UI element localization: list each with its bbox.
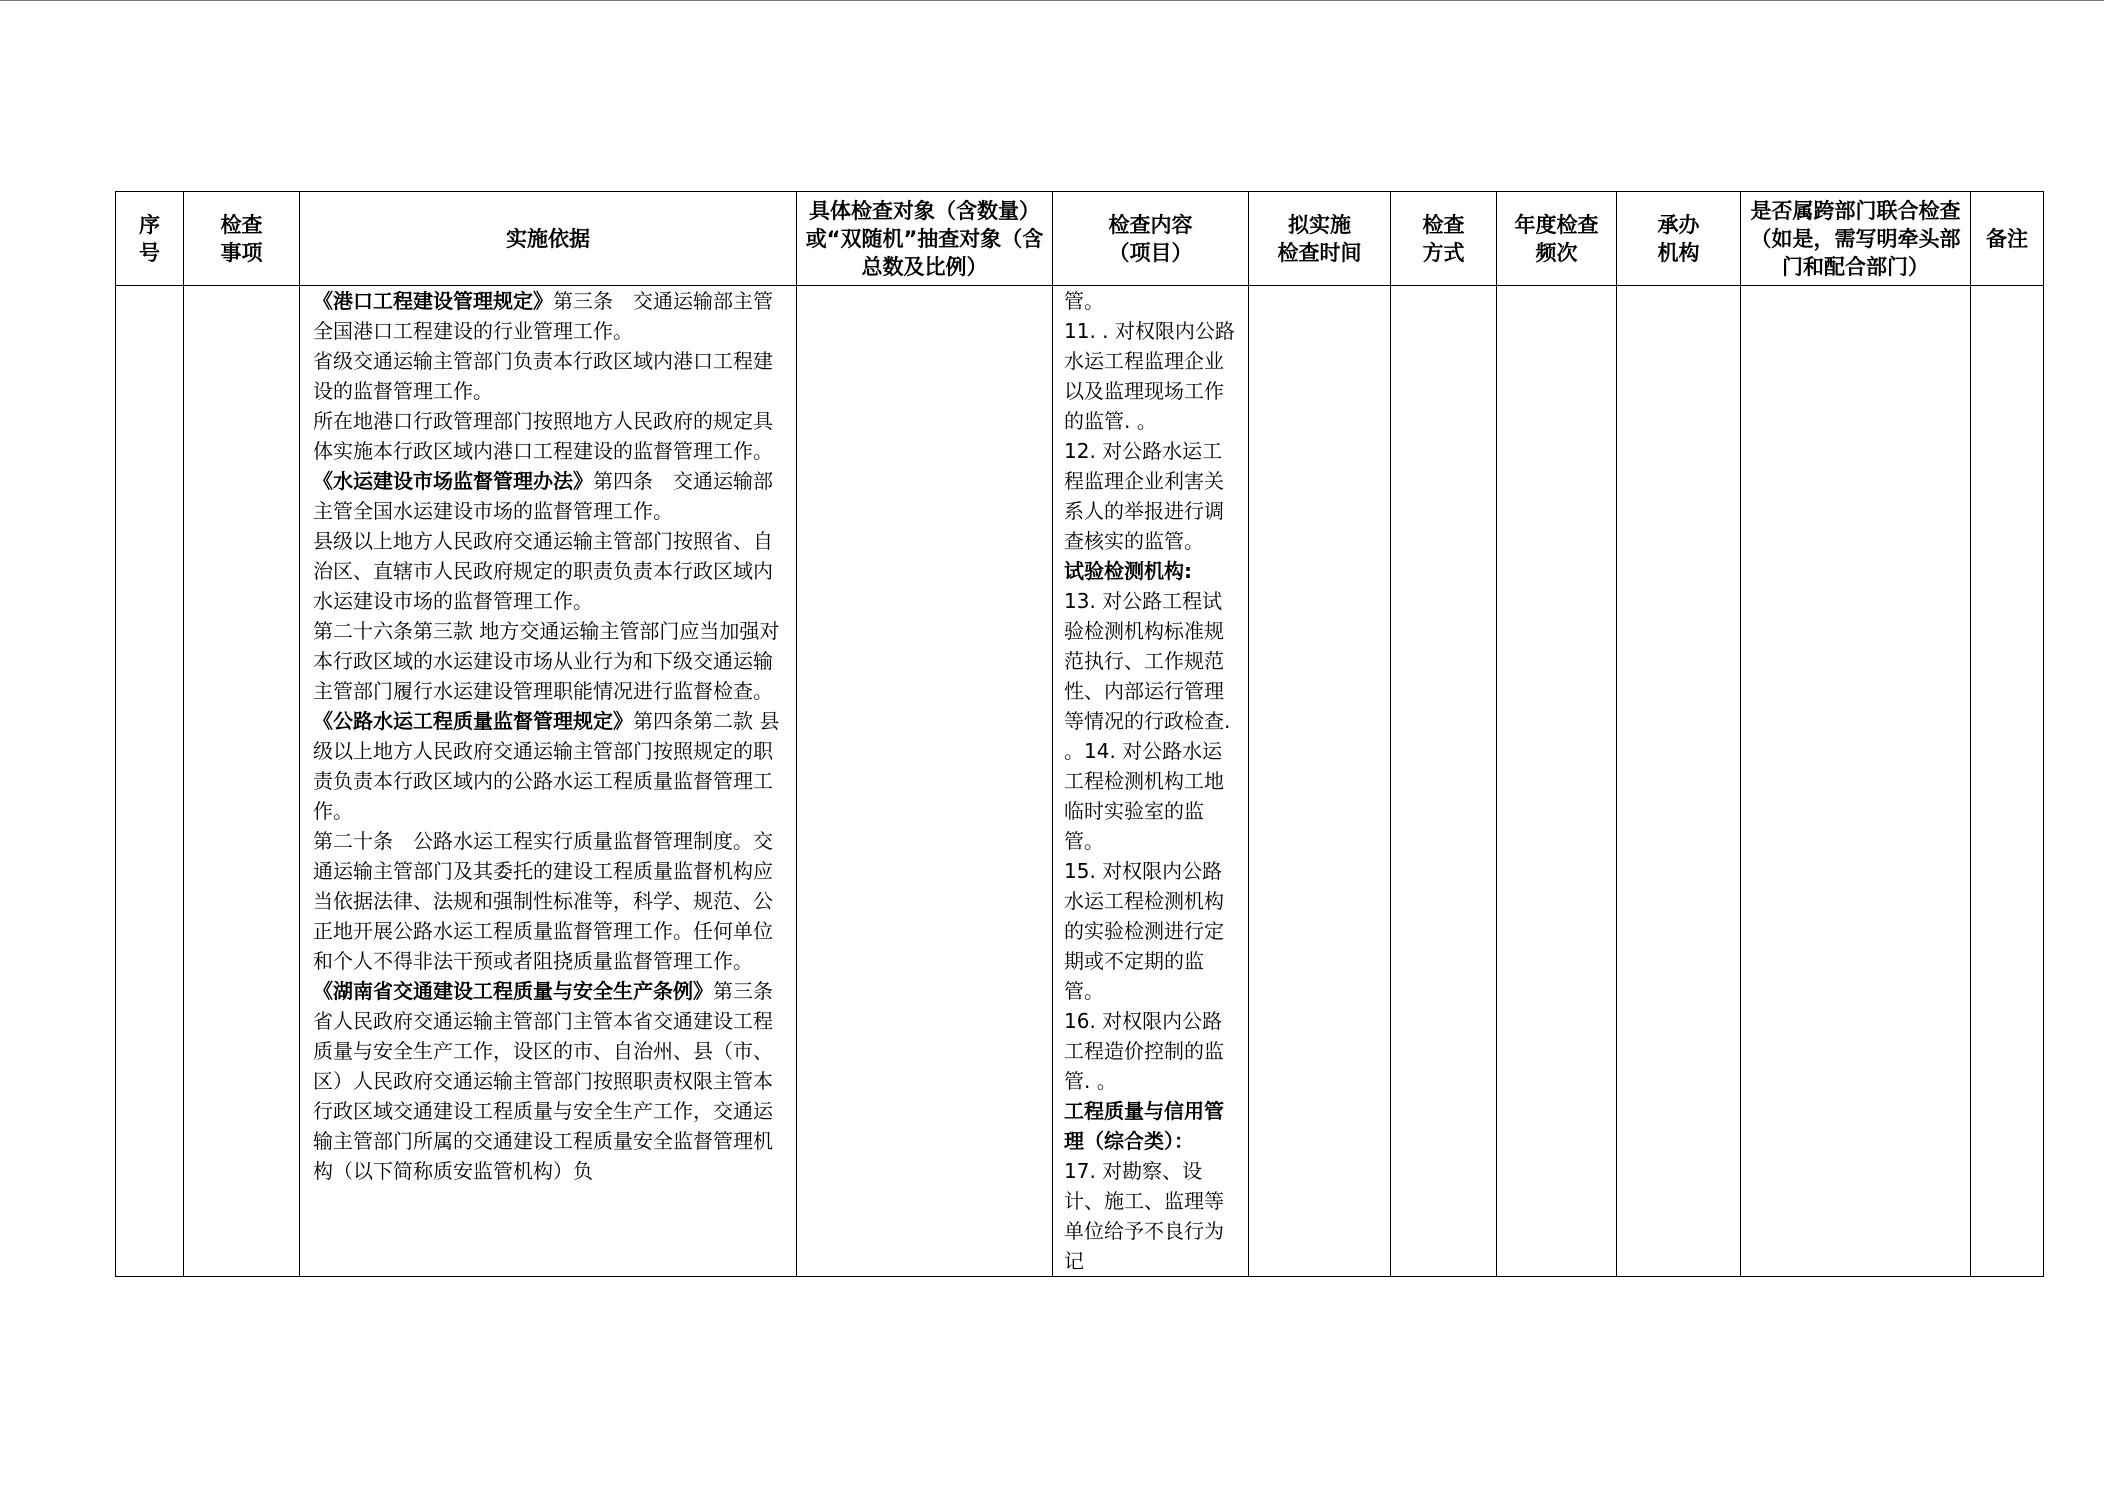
basis-paragraph [313,406,784,466]
header-remark-text: 备注 [1986,226,2028,251]
content-paragraph-text: 11. . 对权限内公路水运工程监理企业以及监理现场工作的监管. 。 [1064,319,1235,433]
content-paragraph [1064,436,1238,556]
cell-basis [300,286,797,1277]
header-target [797,192,1053,286]
table-row [116,286,2044,1277]
basis-paragraph [313,616,784,706]
basis-paragraph-title: 《湖南省交通建设工程质量与安全生产条例》 [313,979,713,1003]
content-paragraph-text: 16. 对权限内公路工程造价控制的监管. 。 [1064,1009,1224,1093]
header-joint-text: 是否属跨部门联合检查（如是，需写明牵头部门和配合部门） [1750,198,1961,279]
header-target-text: 具体检查对象（含数量）或“双随机”抽查对象（含总数及比例） [805,198,1044,279]
content-paragraph-title: 试验检测机构: [1064,559,1192,583]
content-paragraph [1064,1096,1238,1156]
header-content-text: 检查内容 （项目） [1108,212,1193,265]
inspection-plan-table [115,191,2044,1277]
header-remark [1971,192,2044,286]
content-paragraph [1064,1006,1238,1096]
content-paragraph-text: 管。 [1064,289,1104,313]
page-top-border [0,0,2104,1]
basis-paragraph-text: 第四条 交通运输部主管全国水运建设市场的监督管理工作。 [313,469,773,523]
cell-agency [1617,286,1741,1277]
basis-paragraph-text: 第三条 交通运输部主管全国港口工程建设的行业管理工作。 [313,289,773,343]
basis-paragraph [313,706,784,826]
cell-time [1249,286,1391,1277]
basis-text-block [300,286,796,1276]
content-paragraph [1064,286,1238,316]
content-paragraph [1064,856,1238,1006]
header-basis-text: 实施依据 [506,226,590,251]
header-time [1249,192,1391,286]
content-paragraph-title: 工程质量与信用管理（综合类）： [1064,1099,1224,1153]
content-paragraph [1064,316,1238,436]
basis-paragraph [313,526,784,616]
basis-paragraph-text: 第二十六条第三款 地方交通运输主管部门应当加强对本行政区域的水运建设市场从业行为和下级交通运输主管部门履行水运建设管理职能情况进行监督检查。 [313,619,780,703]
basis-paragraph-text: 县级以上地方人民政府交通运输主管部门按照省、自治区、直辖市人民政府规定的职责负责本行政区域内水运建设市场的监督管理工作。 [313,529,773,613]
basis-paragraph [313,826,784,976]
basis-paragraph-title: 《公路水运工程质量监督管理规定》 [313,709,633,733]
basis-paragraph-title: 《港口工程建设管理规定》 [313,289,553,313]
content-paragraph-text: 15. 对权限内公路水运工程检测机构的实验检测进行定期或不定期的监管。 [1064,859,1224,1003]
content-paragraph [1064,1156,1238,1276]
basis-paragraph-title: 《水运建设市场监督管理办法》 [313,469,593,493]
header-item-text: 检查 事项 [220,212,263,265]
basis-paragraph-text: 省级交通运输主管部门负责本行政区域内港口工程建设的监督管理工作。 [313,349,773,403]
header-frequency-text: 年度检查 频次 [1514,212,1599,265]
basis-paragraph-text: 第三条 省人民政府交通运输主管部门主管本省交通建设工程质量与安全生产工作，设区的市、自治州、县（市、区）人民政府交通运输主管部门按照职责权限主管本行政区域交通建设工程质量与安全生产工作，交通运输主管部门所属的交通建设工程质量安全监督管理机构（以下简称质安监管机构）负 [313,979,793,1183]
cell-remark [1971,286,2044,1277]
basis-paragraph [313,346,784,406]
header-basis [300,192,797,286]
cell-method [1391,286,1497,1277]
content-paragraph-text: 13. 对公路工程试验检测机构标准规范执行、工作规范性、内部运行管理等情况的行政检查. 。14. 对公路水运工程检测机构工地临时实验室的监管。 [1064,589,1231,853]
cell-seq [116,286,184,1277]
header-method [1391,192,1497,286]
basis-paragraph-text: 第二十条 公路水运工程实行质量监督管理制度。交通运输主管部门及其委托的建设工程质量监督机构应当依据法律、法规和强制性标准等，科学、规范、公正地开展公路水运工程质量监督管理工作。任何单位和个人不得非法干预或者阻挠质量监督管理工作。 [313,829,773,973]
cell-content [1053,286,1249,1277]
header-joint [1741,192,1971,286]
cell-frequency [1497,286,1617,1277]
header-row [116,192,2044,286]
content-text-block [1053,286,1248,1276]
basis-paragraph [313,976,793,1186]
cell-joint [1741,286,1971,1277]
content-paragraph [1064,586,1238,856]
content-paragraph-text: 17. 对勘察、设计、施工、监理等单位给予不良行为记 [1064,1159,1224,1273]
header-time-text: 拟实施 检查时间 [1277,212,1362,265]
basis-paragraph [313,286,784,346]
content-paragraph [1064,556,1238,586]
header-frequency [1497,192,1617,286]
content-paragraph-text: 12. 对公路水运工程监理企业利害关系人的举报进行调查核实的监管。 [1064,439,1224,553]
basis-paragraph-text: 第四条第二款 县级以上地方人民政府交通运输主管部门按照规定的职责负责本行政区域内的公路水运工程质量监督管理工作。 [313,709,780,823]
cell-item [184,286,300,1277]
header-agency [1617,192,1741,286]
basis-paragraph-text: 所在地港口行政管理部门按照地方人民政府的规定具体实施本行政区域内港口工程建设的监督管理工作。 [313,409,773,463]
header-item [184,192,300,286]
basis-paragraph [313,466,784,526]
header-seq [116,192,184,286]
header-method-text: 检查 方式 [1422,212,1465,265]
header-content [1053,192,1249,286]
header-seq-text: 序 号 [139,212,160,265]
header-agency-text: 承办 机构 [1657,212,1700,265]
cell-target [797,286,1053,1277]
